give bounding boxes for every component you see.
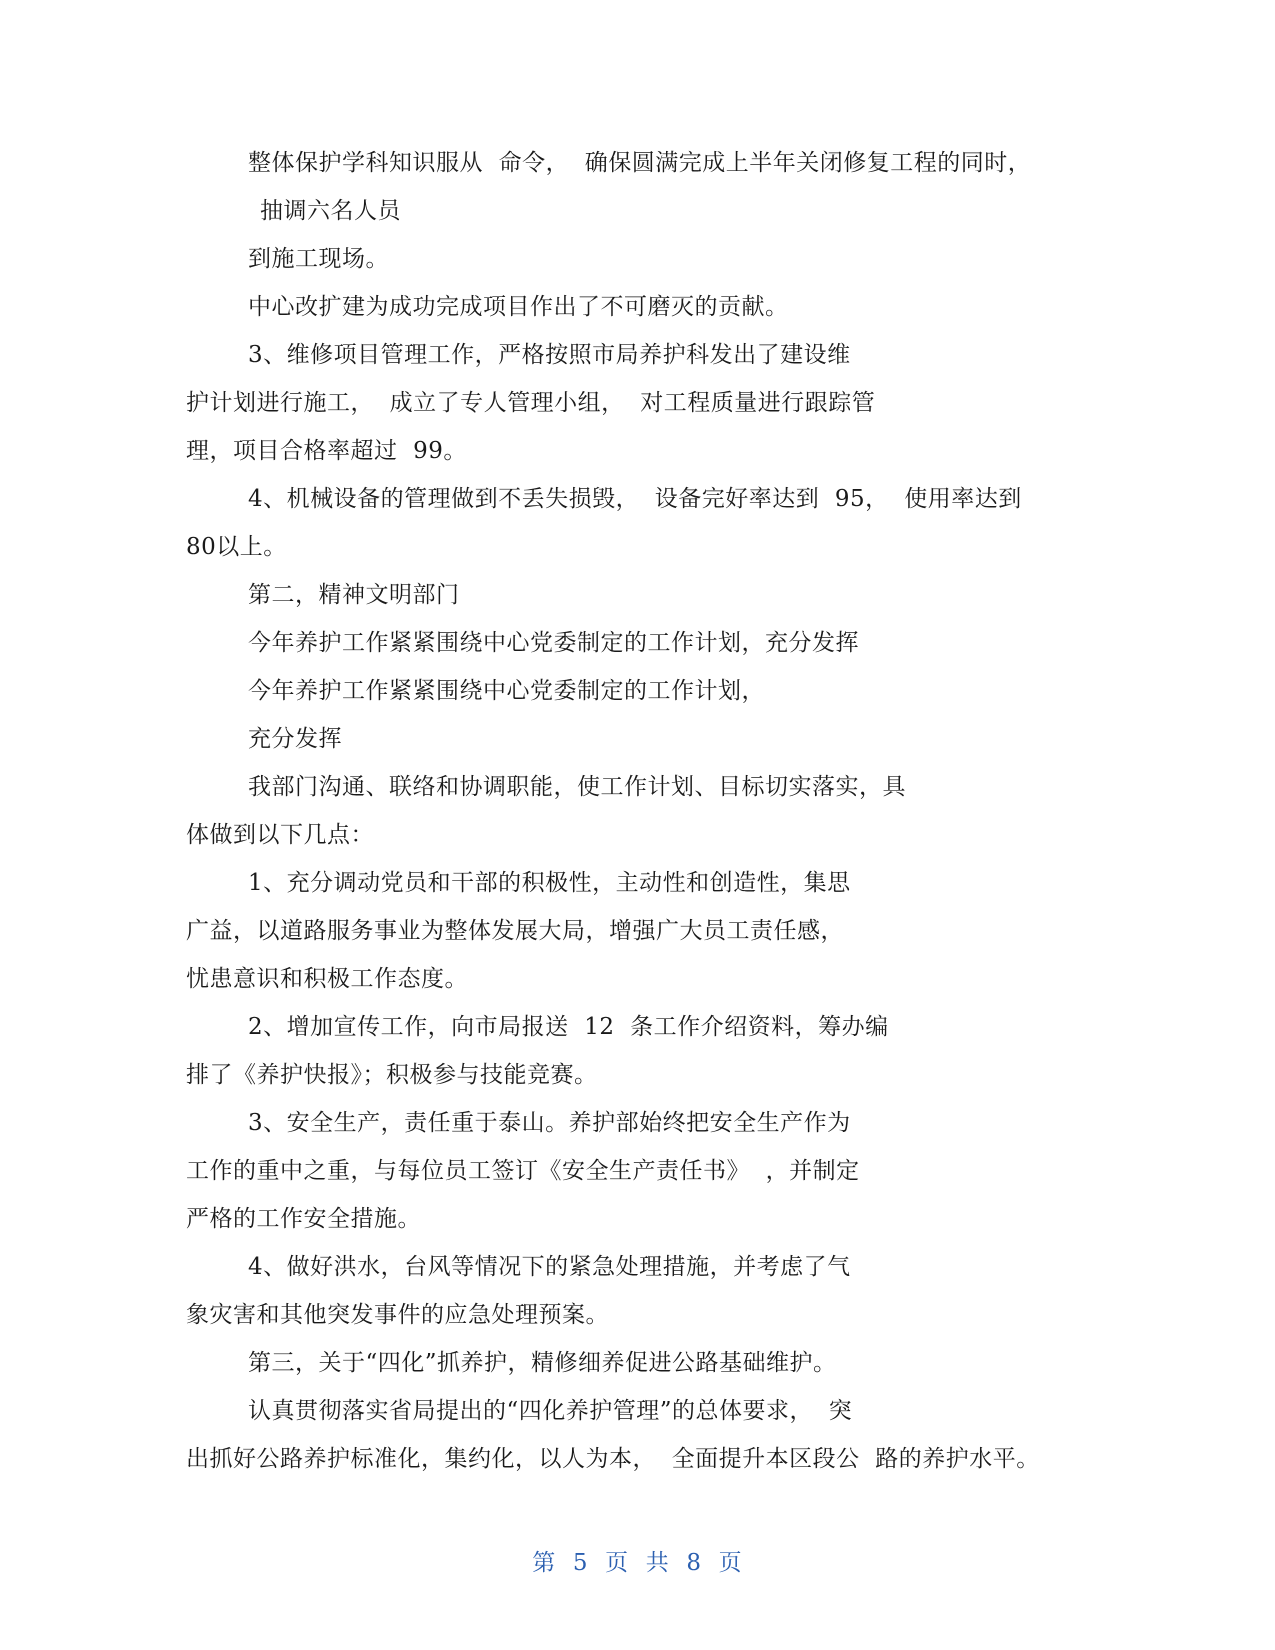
text-line: 3、维修项目管理工作，严格按照市局养护科发出了建设维 [248, 342, 851, 368]
text-line: 4、做好洪水，台风等情况下的紧急处理措施，并考虑了气 [248, 1254, 851, 1280]
text-line: 工作的重中之重，与每位员工签订《安全生产责任书》 ，并制定 [186, 1158, 860, 1184]
text-line: 抽调六名人员 [260, 198, 401, 224]
section-heading: 第三，关于“四化”抓养护，精修细养促进公路基础维护。 [248, 1350, 837, 1376]
text-line: 认真贯彻落实省局提出的“四化养护管理”的总体要求， 突 [248, 1398, 853, 1424]
text-line: 排了《养护快报》；积极参与技能竞赛。 [186, 1062, 598, 1088]
text-line: 出抓好公路养护标准化，集约化，以人为本， 全面提升本区段公 路的养护水平。 [186, 1446, 1040, 1472]
text-line: 我部门沟通、联络和协调职能，使工作计划、目标切实落实，具 [248, 774, 906, 800]
text-line: 忧患意识和积极工作态度。 [186, 966, 468, 992]
text-line: 4、机械设备的管理做到不丢失损毁， 设备完好率达到 95， 使用率达到 [248, 486, 1022, 512]
text-line: 严格的工作安全措施。 [186, 1206, 421, 1232]
text-line: 充分发挥 [248, 726, 342, 752]
text-line: 象灾害和其他突发事件的应急处理预案。 [186, 1302, 609, 1328]
text-line: 80以上。 [186, 534, 287, 560]
page-number-footer: 第 5 页 共 8 页 [532, 1550, 743, 1576]
text-line: 今年养护工作紧紧围绕中心党委制定的工作计划， [248, 678, 765, 704]
text-line: 今年养护工作紧紧围绕中心党委制定的工作计划，充分发挥 [248, 630, 859, 656]
text-line: 理，项目合格率超过 99。 [186, 438, 467, 464]
text-line: 整体保护学科知识服从 命令， 确保圆满完成上半年关闭修复工程的同时， [248, 150, 1032, 176]
text-line: 广益，以道路服务事业为整体发展大局，增强广大员工责任感， [186, 918, 844, 944]
text-line: 2、增加宣传工作，向市局报送 12 条工作介绍资料，筹办编 [248, 1014, 889, 1040]
text-line: 中心改扩建为成功完成项目作出了不可磨灭的贡献。 [248, 294, 789, 320]
text-line: 1、充分调动党员和干部的积极性，主动性和创造性，集思 [248, 870, 851, 896]
text-line: 3、安全生产，责任重于泰山。养护部始终把安全生产作为 [248, 1110, 851, 1136]
text-line: 护计划进行施工， 成立了专人管理小组， 对工程质量进行跟踪管 [186, 390, 876, 416]
text-line: 体做到以下几点： [186, 822, 374, 848]
text-line: 到施工现场。 [248, 246, 389, 272]
section-heading: 第二，精神文明部门 [248, 582, 460, 608]
